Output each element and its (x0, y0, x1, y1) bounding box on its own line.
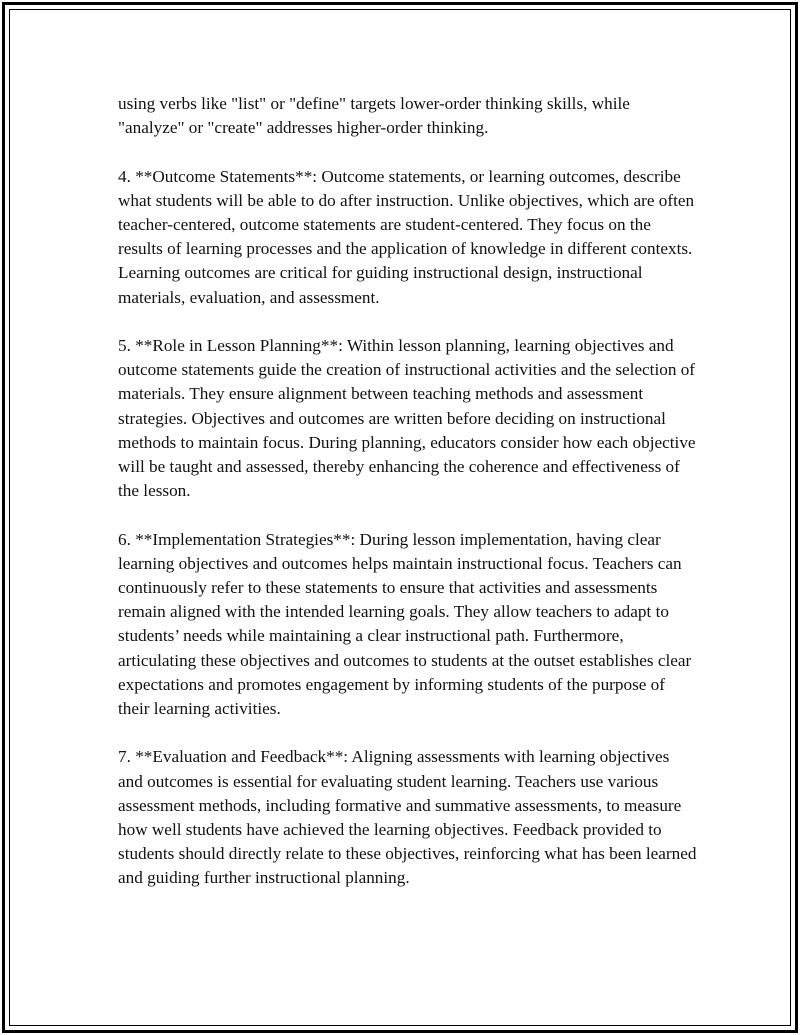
document-body (118, 92, 698, 891)
paragraph-role-in-lesson-planning: 5. **Role in Lesson Planning**: Within lesson planning, learning objectives and outcome statements guide the creation of instructional activities and the selection of materials. They ensure alignment between teaching methods and assessment strategies. Objectives and outcomes are written before deciding on instructional methods to maintain focus. During planning, educators consider how each objective will be taught and assessed, thereby enhancing the coherence and effectiveness of the lesson. (118, 336, 696, 501)
paragraph-evaluation-and-feedback: 7. **Evaluation and Feedback**: Aligning assessments with learning objectives and outcomes is essential for evaluating student learning. Teachers use various assessment methods, including formative and summative assessments, to measure how well students have achieved the learning objectives. Feedback provided to students should directly relate to these objectives, reinforcing what has been learned and guiding further instructional planning. (118, 747, 697, 888)
paragraph-implementation-strategies: 6. **Implementation Strategies**: During lesson implementation, having clear learning objectives and outcomes helps maintain instructional focus. Teachers can continuously refer to these statements to ensure that activities and assessments remain aligned with the intended learning goals. They allow teachers to adapt to students’ needs while maintaining a clear instructional path. Furthermore, articulating these objectives and outcomes to students at the outset establishes clear expectations and promotes engagement by informing students of the purpose of their learning activities. (118, 529, 692, 719)
paragraph-continuation: using verbs like "list" or "define" targets lower-order thinking skills, while "analyze" or "create" addresses higher-order thinking. (118, 94, 630, 138)
paragraph-outcome-statements: 4. **Outcome Statements**: Outcome statements, or learning outcomes, describe what students will be able to do after instruction. Unlike objectives, which are often teacher-centered, outcome statements are student-centered. They focus on the results of learning processes and the application of knowledge in different contexts. Learning outcomes are critical for guiding instructional design, instructional materials, evaluation, and assessment. (118, 166, 695, 307)
